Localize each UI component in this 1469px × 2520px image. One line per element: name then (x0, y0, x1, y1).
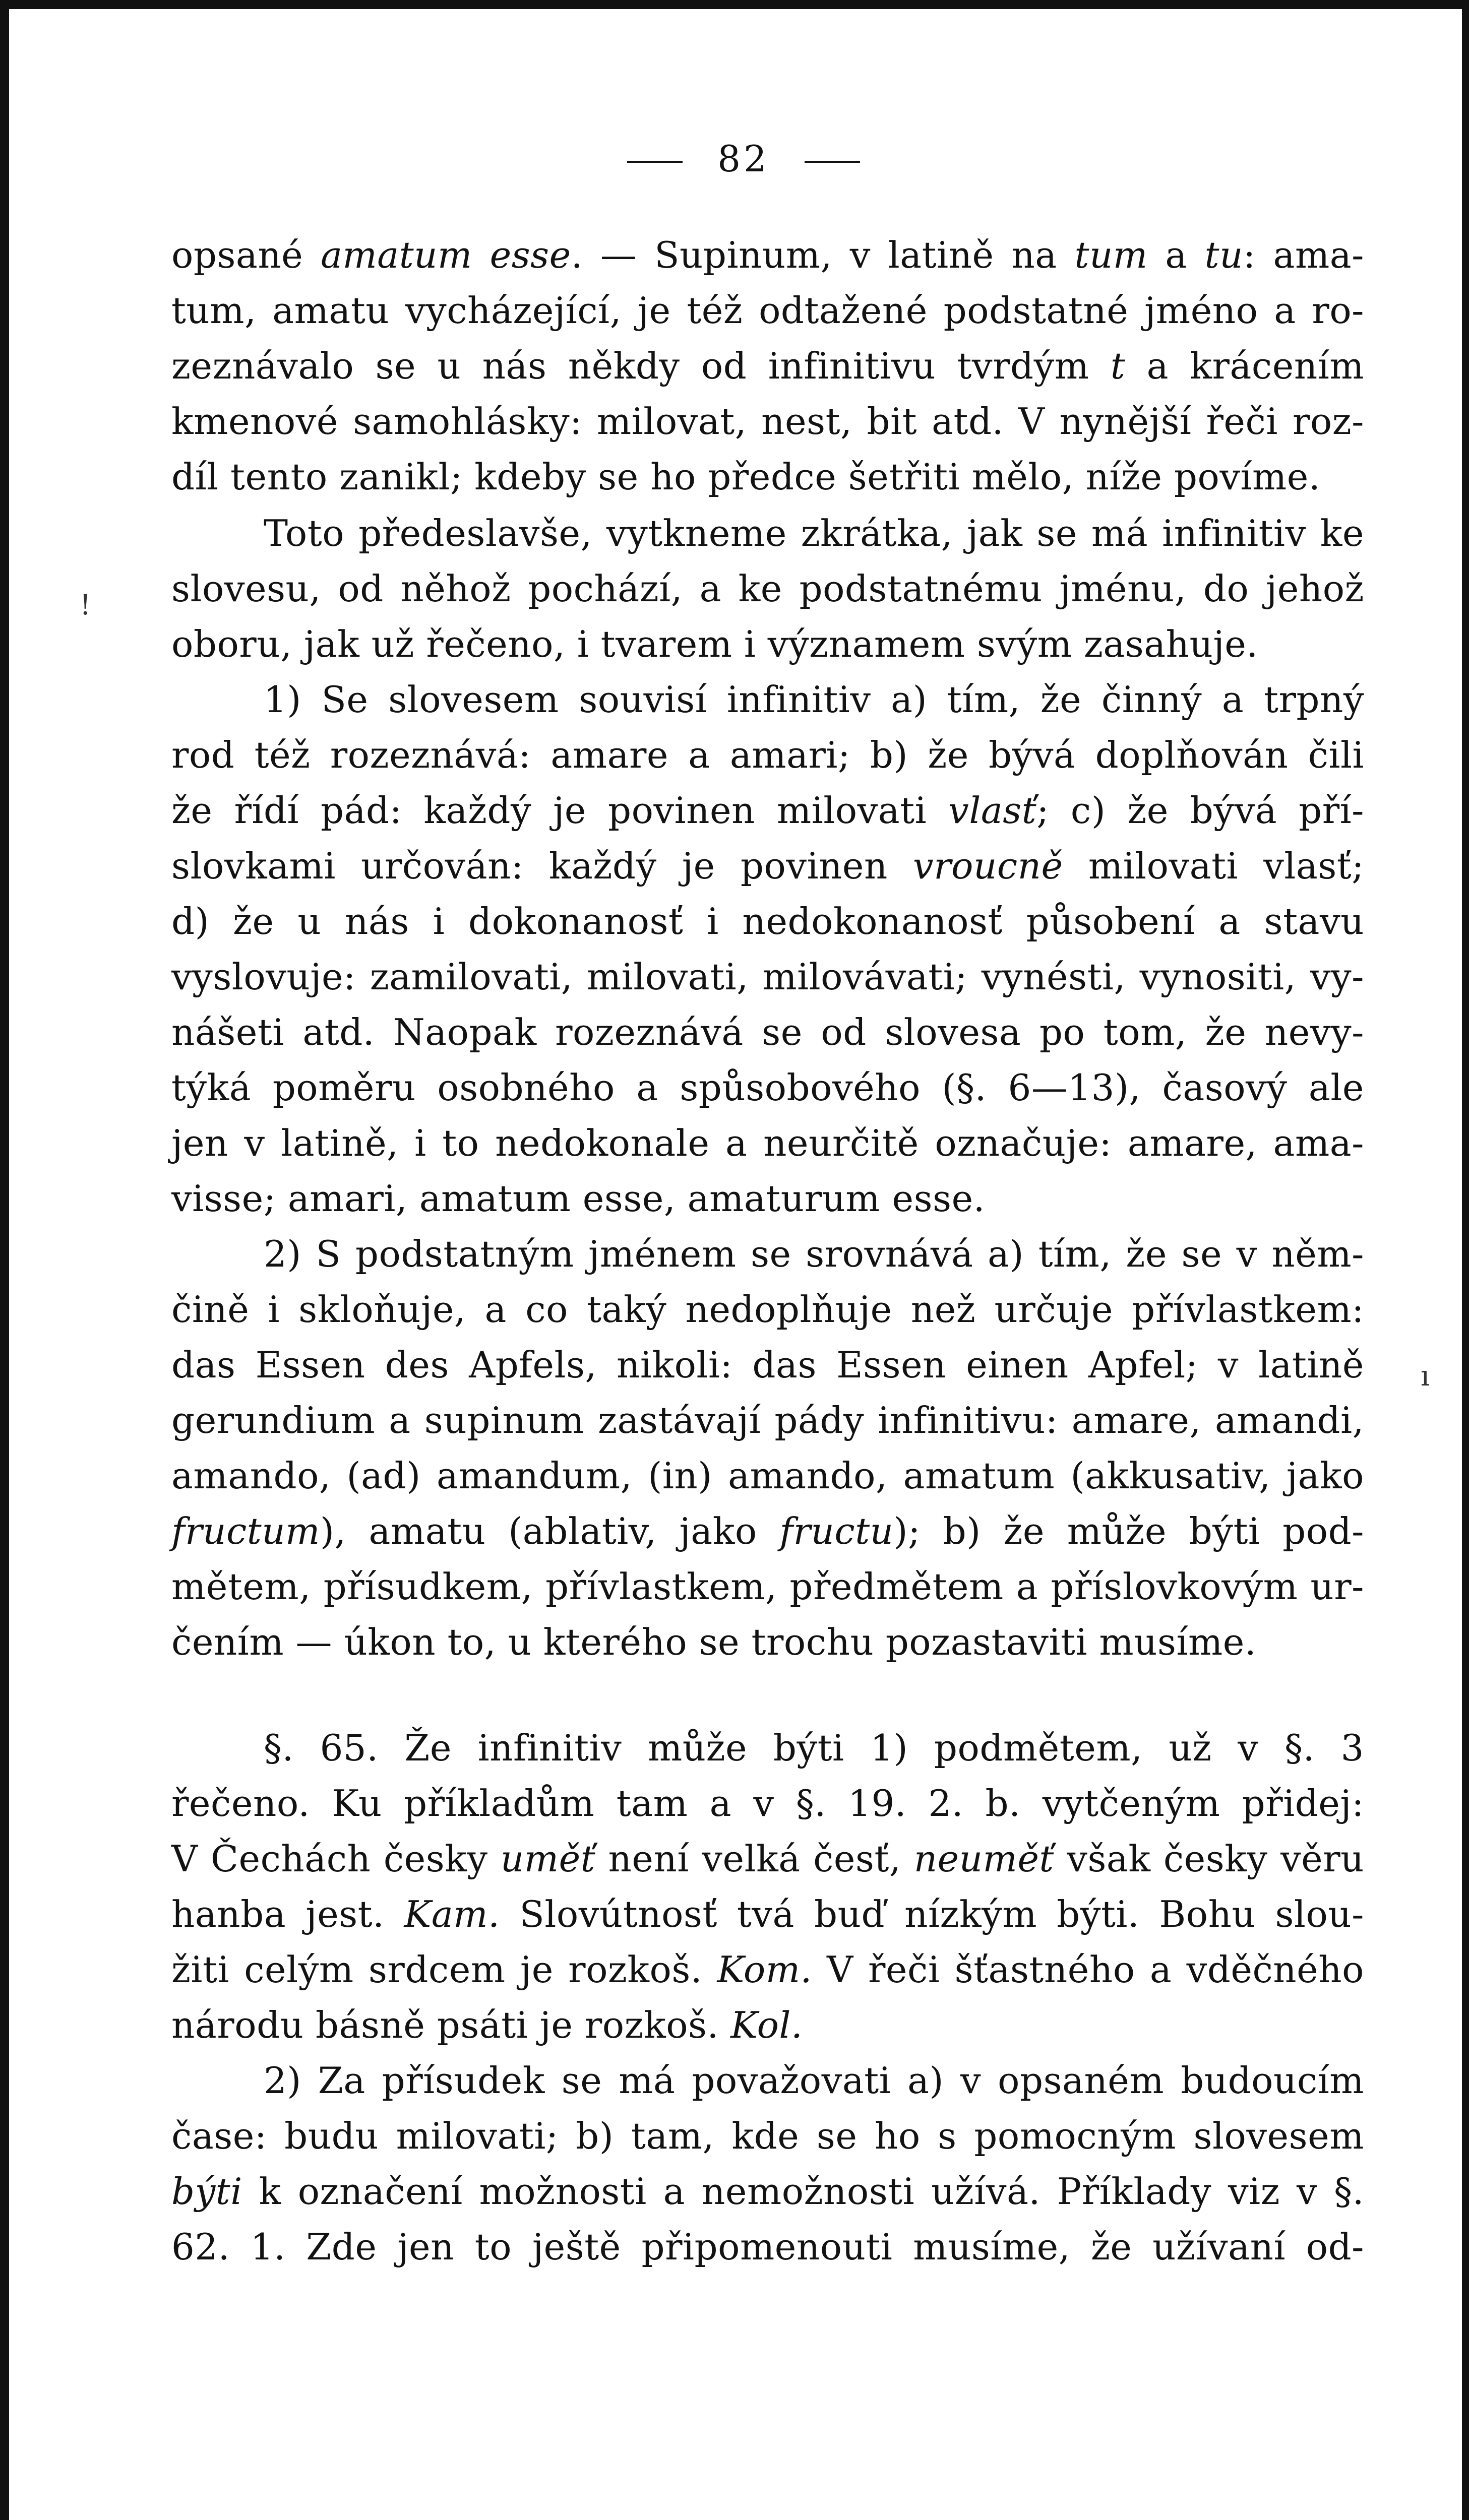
text-line: jen v latině, i to nedokonale a neurčitě označuje: amare, ama- (171, 1122, 1364, 1164)
text-line: kmenové samohlásky: milovat, nest, bit atd. V nynější řeči roz- (171, 400, 1364, 443)
header-dash-left (627, 161, 683, 163)
text-line: amando, (ad) amandum, (in) amando, amatum (akkusativ, jako (171, 1455, 1364, 1497)
text-line: žiti celým srdcem je rozkoš. Kom. V řeči šťastného a vděčného (171, 1948, 1364, 1991)
header-dash-right (805, 161, 860, 163)
text-line: díl tento zanikl; kdeby se ho předce šetřiti mělo, níže povíme. (171, 456, 1321, 498)
text-line: fructum), amatu (ablativ, jako fructu); b) že může býti pod- (171, 1510, 1364, 1552)
text-line: zeznávalo se u nás někdy od infinitivu tvrdým t a krácením (171, 345, 1364, 387)
text-line: d) že u nás i dokonanosť i nedokonanosť působení a stavu (171, 900, 1364, 942)
page-number: 82 (717, 138, 770, 180)
margin-mark: ı (1421, 1360, 1430, 1393)
text-line: býti k označení možnosti a nemožnosti užívá. Příklady viz v §. (171, 2170, 1364, 2213)
text-line: V Čechách česky uměť není velká česť, neuměť však česky věru (171, 1838, 1365, 1880)
text-line: čině i skloňuje, a co taký nedoplňuje než určuje přívlastkem: (171, 1288, 1364, 1331)
text-line: mětem, přísudkem, přívlastkem, předmětem a příslovkovým ur- (171, 1565, 1364, 1608)
text-line: týká poměru osobného a spůsobového (§. 6—13), časový ale (171, 1066, 1364, 1109)
text-line: gerundium a supinum zastávají pády infinitivu: amare, amandi, (171, 1399, 1364, 1441)
text-line: 1) Se slovesem souvisí infinitiv a) tím, že činný a trpný (264, 678, 1364, 721)
text-line: slovkami určován: každý je povinen vroucně milovati vlasť; (171, 845, 1365, 887)
text-line: čase: budu milovati; b) tam, kde se ho s pomocným slovesem (171, 2115, 1364, 2157)
text-line: hanba jest. Kam. Slovútnosť tvá buď nízkým býti. Bohu slou- (171, 1893, 1364, 1935)
text-line: 2) Za přísudek se má považovati a) v opsaném budoucím (264, 2059, 1364, 2102)
text-line: tum, amatu vycházející, je též odtažené podstatné jméno a ro- (171, 289, 1364, 332)
text-line: visse; amari, amatum esse, amaturum esse. (171, 1177, 986, 1220)
text-line: opsané amatum esse. — Supinum, v latině na tum a tu: ama- (171, 234, 1364, 276)
text-line: národu básně psáti je rozkoš. Kol. (171, 2004, 803, 2046)
text-line: řečeno. Ku příkladům tam a v §. 19. 2. b. vytčeným přidej: (171, 1782, 1364, 1824)
text-line: slovesu, od něhož pochází, a ke podstatnému jménu, do jehož (171, 568, 1364, 610)
margin-mark: ! (80, 589, 91, 621)
text-line: Toto předeslavše, vytkneme zkrátka, jak se má infinitiv ke (264, 512, 1364, 554)
text-line: rod též rozeznává: amare a amari; b) že bývá doplňován čili (171, 734, 1364, 776)
text-line: oboru, jak už řečeno, i tvarem i významem svým zasahuje. (171, 623, 1258, 665)
text-line: 2) S podstatným jménem se srovnává a) tím, že se v něm- (264, 1233, 1364, 1275)
text-line: §. 65. Že infinitiv může býti 1) podmětem, už v §. 3 (264, 1727, 1364, 1769)
page-number-header (9, 138, 1469, 180)
text-line: vyslovuje: zamilovati, milovati, milovávati; vynésti, vynositi, vy- (171, 956, 1364, 998)
text-line: das Essen des Apfels, nikoli: das Essen einen Apfel; v latině (171, 1344, 1364, 1386)
text-line: že řídí pád: každý je povinen milovati vlasť; c) že bývá pří- (171, 789, 1365, 832)
text-line: nášeti atd. Naopak rozeznává se od slovesa po tom, že nevy- (171, 1011, 1364, 1053)
text-line: čením — úkon to, u kterého se trochu pozastaviti musíme. (171, 1621, 1257, 1663)
text-line: 62. 1. Zde jen to ještě připomenouti musíme, že užívaní od- (171, 2226, 1364, 2268)
